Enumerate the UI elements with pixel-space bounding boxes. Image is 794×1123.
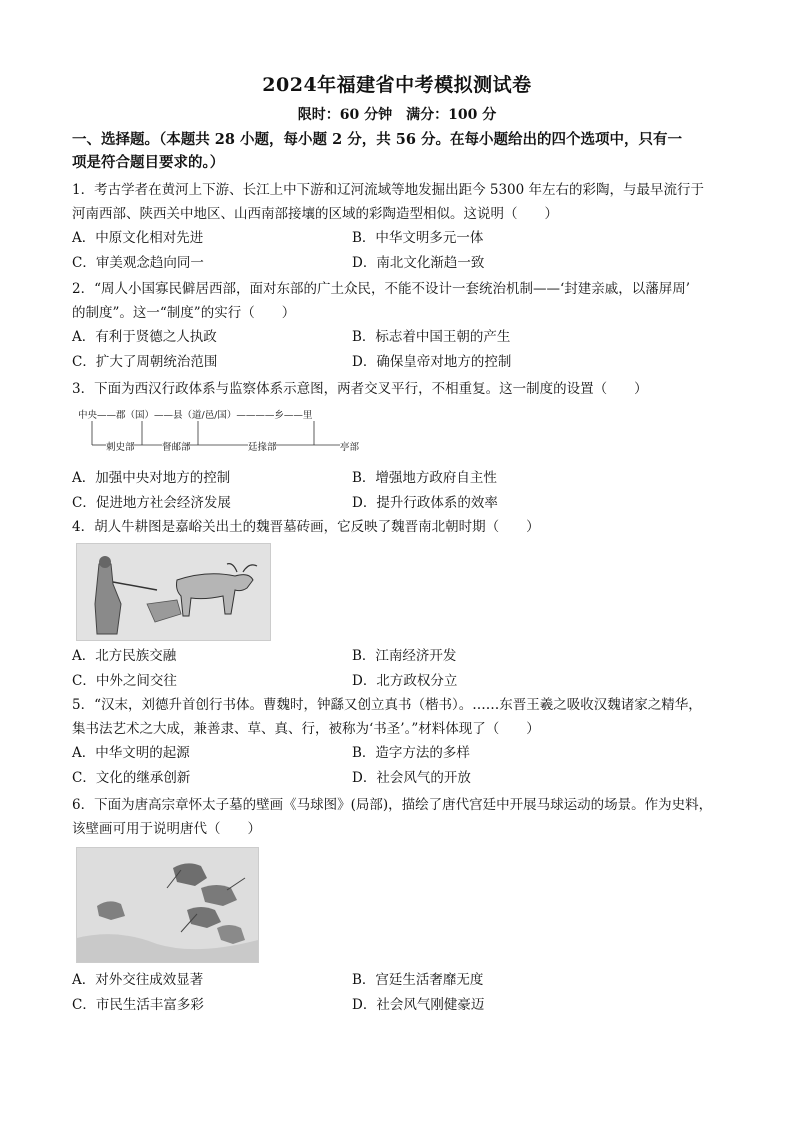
question-6-options [72, 968, 732, 1017]
question-6 [72, 793, 732, 841]
stem-line: 6．下面为唐高宗章怀太子墓的壁画《马球图》(局部)，描绘了唐代宫廷中开展马球运动的场景。作为史料， [72, 797, 713, 813]
stem-line: 1．考古学者在黄河上下游、长江上中下游和辽河流域等地发掘出距今 5300 年左右的彩陶，与最早流行于 [72, 182, 705, 198]
section-heading-line: 项是符合题目要求的。） [72, 154, 225, 171]
option-d[interactable]: D．南北文化渐趋一致 [352, 254, 485, 271]
option-a[interactable]: A．中华文明的起源 [72, 745, 190, 761]
option-a[interactable]: A．中原文化相对先进 [72, 230, 204, 246]
polo-illustration [77, 848, 258, 962]
stem-line: 该壁画可用于说明唐代（ ） [72, 821, 261, 837]
options [72, 466, 732, 515]
option-c[interactable]: C．市民生活丰富多彩 [72, 996, 204, 1013]
stem-line: 3．下面为西汉行政体系与监察体系示意图，两者交叉平行，不相重复。这一制度的设置（ ） [72, 381, 648, 397]
question-2 [72, 277, 732, 374]
option-d[interactable]: D．提升行政体系的效率 [352, 494, 498, 511]
option-c[interactable]: C．促进地方社会经济发展 [72, 494, 231, 511]
oxen-plowing-mural-image [76, 543, 271, 641]
option-b[interactable]: B．宫廷生活奢靡无度 [352, 972, 484, 988]
option-a[interactable]: A．有利于贤德之人执政 [72, 329, 217, 345]
stem-line: 4．胡人牛耕图是嘉峪关出土的魏晋墓砖画，它反映了魏晋南北朝时期（ ） [72, 519, 540, 535]
option-b[interactable]: B．增强地方政府自主性 [352, 470, 497, 486]
time-score-info: 限时：60 分钟 满分：100 分 [297, 107, 497, 123]
option-a[interactable]: A．对外交往成效显著 [72, 972, 204, 988]
page-title: 2024年福建省中考模拟测试卷 [262, 74, 532, 96]
options [72, 325, 732, 374]
options [72, 226, 732, 275]
question-stem [72, 377, 732, 401]
option-a[interactable]: A．北方民族交融 [72, 648, 177, 664]
question-stem [72, 793, 732, 841]
diagram-label: 督邮部 [162, 442, 191, 453]
question-stem [72, 515, 732, 539]
diagram-label: 廷掾部 [248, 442, 277, 453]
option-c[interactable]: C．中外之间交往 [72, 672, 177, 689]
diagram-label: 亭部 [340, 442, 360, 453]
option-d[interactable]: D．北方政权分立 [352, 672, 458, 689]
section-heading-line: 一、选择题。（本题共 28 小题，每小题 2 分，共 56 分。在每小题给出的四个选项中，只有一 [72, 131, 682, 148]
option-c[interactable]: C．扩大了周朝统治范围 [72, 353, 218, 370]
question-4 [72, 515, 732, 539]
section-heading [72, 128, 732, 174]
options [72, 741, 732, 790]
stem-line: 河南西部、陕西关中地区、山西南部接壤的区域的彩陶造型相似。这说明（ ） [72, 206, 558, 222]
option-d[interactable]: D．确保皇帝对地方的控制 [352, 353, 512, 370]
options [72, 968, 732, 1017]
options [72, 644, 732, 693]
stem-line: 集书法艺术之大成，兼善隶、草、真、行，被称为‘书圣’。”材料体现了（ ） [72, 721, 540, 737]
option-c[interactable]: C．文化的继承创新 [72, 769, 191, 786]
question-3 [72, 377, 732, 401]
admin-supervision-diagram [78, 407, 378, 459]
question-stem [72, 178, 732, 226]
question-1 [72, 178, 732, 275]
option-b[interactable]: B．江南经济开发 [352, 648, 457, 664]
question-stem [72, 277, 732, 325]
question-stem [72, 693, 732, 741]
stem-line: 2．“周人小国寡民僻居西部，面对东部的广土众民，不能不设计一套统治机制——‘封建亲戚，以藩屏周’ [72, 281, 691, 297]
option-b[interactable]: B．标志着中国王朝的产生 [352, 329, 511, 345]
option-a[interactable]: A．加强中央对地方的控制 [72, 470, 231, 486]
stem-line: 的制度”。这一“制度”的实行（ ） [72, 305, 296, 321]
question-5 [72, 693, 732, 790]
option-b[interactable]: B．造字方法的多样 [352, 745, 470, 761]
question-4-options [72, 644, 732, 693]
diagram-top-row: 中央——郡（国）——县（道/邑/国）————乡——里 [78, 410, 313, 421]
stem-line: 5．“汉末，刘德升首创行书体。曹魏时，钟繇又创立真书（楷书）。……东晋王羲之吸收汉魏诸家之精华， [72, 697, 702, 713]
option-d[interactable]: D．社会风气刚健豪迈 [352, 996, 485, 1013]
option-c[interactable]: C．审美观念趋向同一 [72, 254, 204, 271]
option-d[interactable]: D．社会风气的开放 [352, 769, 471, 786]
diagram-label: 刺史部 [106, 442, 135, 453]
polo-mural-image [76, 847, 259, 963]
oxen-plowing-illustration [77, 544, 270, 640]
option-b[interactable]: B．中华文明多元一体 [352, 230, 484, 246]
question-3-options [72, 466, 732, 515]
